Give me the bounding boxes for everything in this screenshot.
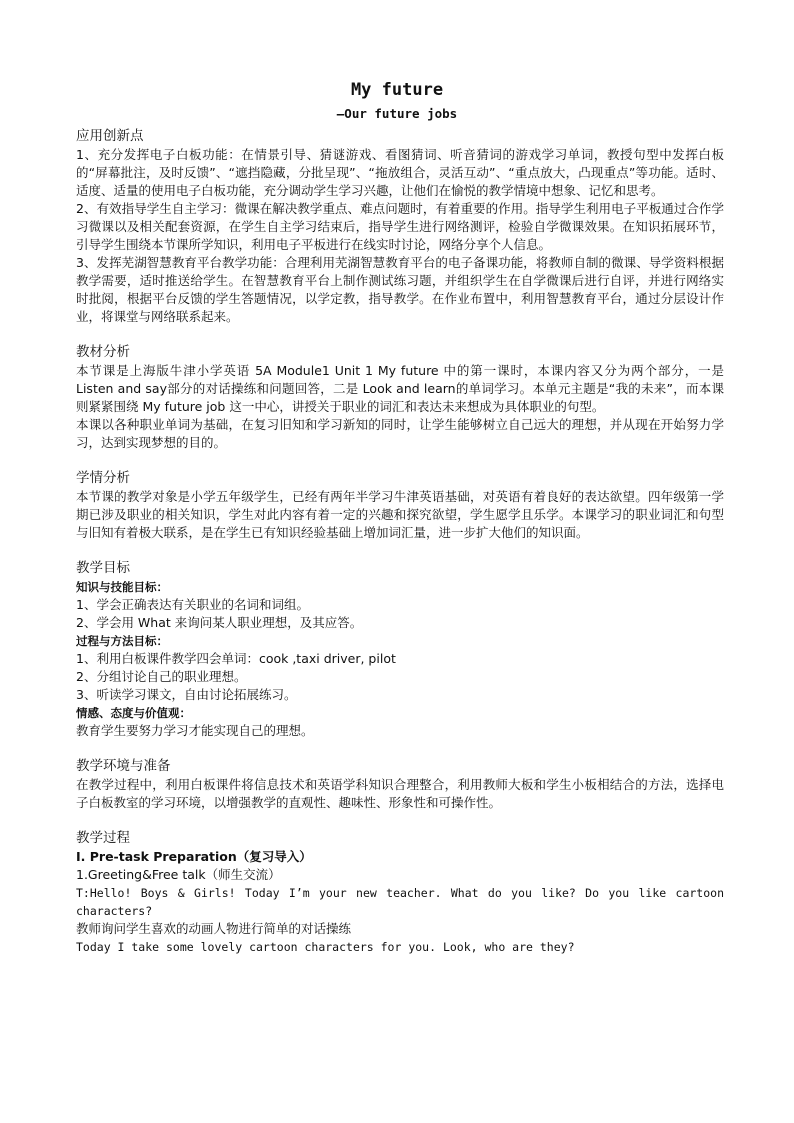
subheading: 情感、态度与价值观： (76, 706, 191, 720)
section-heading-process: 教学过程 (76, 830, 130, 846)
list-item: 1、学会正确表达有关职业的名词和词组。 (76, 597, 309, 612)
paragraph: 本课以各种职业单词为基础，在复习旧知和学习新知的同时，让学生能够树立自己远大的理想，并从现在开始努力学习，达到实现梦想的目的。 (76, 417, 724, 450)
paragraph: 本节课的教学对象是小学五年级学生，已经有两年半学习牛津英语基础，对英语有着良好的表达欲望。四年级第一学期已涉及职业的相关知识，学生对此内容有着一定的兴趣和探究欲望，学生愿学且乐学。本课学习的职业词汇和句型与旧知有着极大联系，是在学生已有知识经验基础上增加词汇量，进一步扩大他们的知识面。 (76, 489, 724, 540)
section-heading-students: 学情分析 (76, 470, 130, 486)
doc-subtitle: —Our future jobs (336, 106, 458, 121)
step-heading: I. Pre-task Preparation（复习导入） (76, 849, 312, 864)
doc-body (76, 126, 724, 956)
section-heading-objectives: 教学目标 (76, 560, 130, 576)
list-item: 2、分组讨论自己的职业理想。 (76, 669, 247, 684)
paragraph: 2、有效指导学生自主学习：微课在解决教学重点、难点问题时，有着重要的作用。指导学生利用电子平板通过合作学习微课以及相关配套资源，在学生自主学习结束后，指导学生进行网络测评，检验自学微课效果。在知识拓展环节，引导学生围绕本节课所学知识，利用电子平板进行在线实时讨论，网络分享个人信息。 (76, 201, 724, 252)
subheading: 过程与方法目标： (76, 634, 168, 648)
subheading: 知识与技能目标： (76, 580, 168, 594)
paragraph: 本节课是上海版牛津小学英语 5A Module1 Unit 1 My future 中的第一课时，本课内容又分为两个部分，一是 Listen and say部分的对话操练和问题回答，二是 Look and learn的单词学习。本单元主题是“我的未来”，而本课则紧紧围绕 My future job 这一中心，讲授关于职业的词汇和表达未来想成为具体职业的句型。 (76, 363, 724, 414)
section-heading-innovation: 应用创新点 (76, 128, 144, 144)
section-heading-material: 教材分析 (76, 344, 130, 360)
list-item: 2、学会用 What 来询问某人职业理想，及其应答。 (76, 615, 363, 630)
doc-title: My future (350, 80, 444, 100)
paragraph: 在教学过程中，利用白板课件将信息技术和英语学科知识合理整合，利用教师大板和学生小板相结合的方法，选择电子白板教室的学习环境，以增强教学的直观性、趣味性、形象性和可操作性。 (76, 777, 724, 810)
list-item: 1.Greeting&Free talk（师生交流） (76, 867, 281, 882)
dialogue-line: T:Hello! Boys & Girls! Today I’m your new teacher. What do you like? Do you like cartoon characters? (76, 886, 724, 918)
list-item: 教育学生要努力学习才能实现自己的理想。 (76, 723, 314, 738)
list-item: 3、听读学习课文，自由讨论拓展练习。 (76, 687, 297, 702)
section-heading-environment: 教学环境与准备 (76, 758, 171, 774)
dialogue-line: Today I take some lovely cartoon characters for you. Look, who are they? (76, 940, 575, 954)
paragraph: 1、充分发挥电子白板功能：在情景引导、猜谜游戏、看图猜词、听音猜词的游戏学习单词，教授句型中发挥白板的“屏幕批注，及时反馈”、“遮挡隐藏，分批呈现”、“拖放组合，灵活互动”、“重点放大，凸现重点”等功能。适时、适度、适量的使用电子白板功能，充分调动学生学习兴趣，让他们在愉悦的教学情境中想象、记忆和思考。 (76, 147, 724, 198)
paragraph: 教师询问学生喜欢的动画人物进行简单的对话操练 (76, 921, 352, 936)
list-item: 1、利用白板课件教学四会单词：cook ,taxi driver, pilot (76, 651, 396, 666)
paragraph: 3、发挥芜湖智慧教育平台教学功能：合理利用芜湖智慧教育平台的电子备课功能，将教师自制的微课、导学资料根据教学需要，适时推送给学生。在智慧教育平台上制作测试练习题，并组织学生在自学微课后进行自评，并进行网络实时批阅，根据平台反馈的学生答题情况，以学定教，指导教学。在作业布置中，利用智慧教育平台，通过分层设计作业，将课堂与网络联系起来。 (76, 255, 724, 324)
